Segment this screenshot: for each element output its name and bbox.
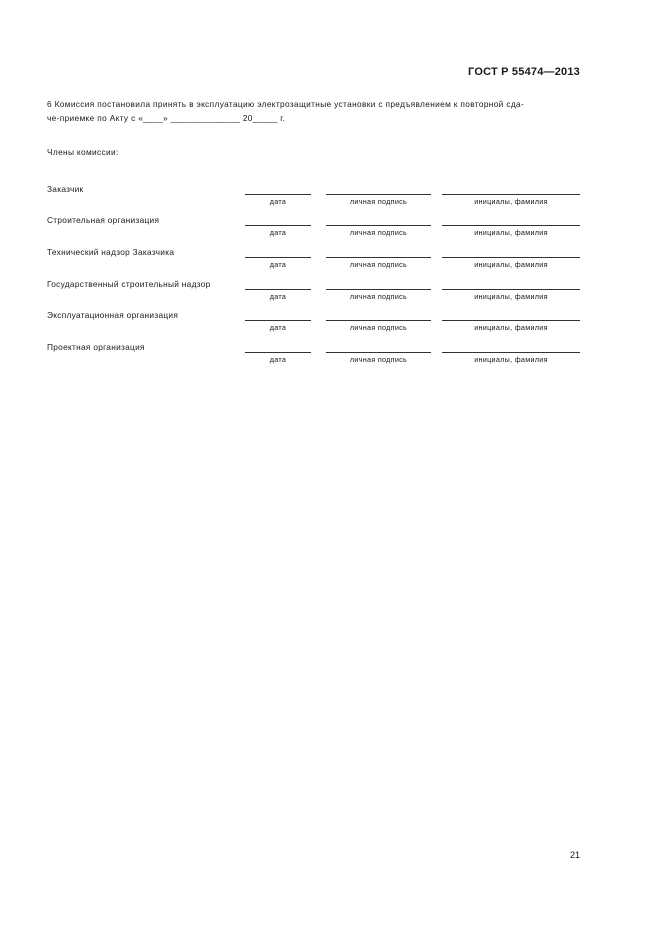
date-caption: дата [269,197,287,206]
signature-row-technical-supervision [0,247,661,271]
signature-org-label: Проектная организация [47,342,145,352]
signature-line [326,320,431,321]
name-line [442,352,580,353]
name-line [442,225,580,226]
date-caption: дата [269,355,287,364]
date-caption: дата [269,323,287,332]
signature-org-label: Эксплуатационная организация [47,310,179,320]
signature-line [326,289,431,290]
signature-caption: личная подпись [349,292,408,301]
signature-org-label: Заказчик [47,184,84,194]
signature-org-label: Государственный строительный надзор [47,279,211,289]
name-caption: инициалы, фамилия [474,260,548,269]
date-caption: дата [269,292,287,301]
clause-line-1: 6 Комиссия постановила принять в эксплуатацию электрозащитные установки с предъявлением к повторной сда- [47,99,525,109]
signature-caption: личная подпись [349,197,408,206]
date-line [245,289,311,290]
signature-row-customer [0,184,661,208]
signature-line [326,257,431,258]
date-caption: дата [269,228,287,237]
name-caption: инициалы, фамилия [474,197,548,206]
date-line [245,352,311,353]
signature-org-label: Технический надзор Заказчика [47,247,175,257]
name-line [442,194,580,195]
signature-row-state-supervision [0,279,661,303]
clause-line-2: че-приемке по Акту с «____» ______________ 20_____ г. [47,113,286,123]
signature-row-construction [0,215,661,239]
signature-line [326,194,431,195]
signature-caption: личная подпись [349,260,408,269]
name-caption: инициалы, фамилия [474,228,548,237]
name-line [442,257,580,258]
signature-line [326,352,431,353]
signature-org-label: Строительная организация [47,215,160,225]
date-line [245,194,311,195]
date-line [245,257,311,258]
clause-paragraph [47,97,582,125]
signature-line [326,225,431,226]
date-caption: дата [269,260,287,269]
commission-members-label: Члены комиссии: [47,147,119,157]
document-code: ГОСТ Р 55474—2013 [468,66,580,78]
name-caption: инициалы, фамилия [474,292,548,301]
name-line [442,320,580,321]
page-number: 21 [569,850,580,860]
signature-row-operating [0,310,661,334]
signature-caption: личная подпись [349,228,408,237]
signature-caption: личная подпись [349,323,408,332]
date-line [245,225,311,226]
date-line [245,320,311,321]
signature-caption: личная подпись [349,355,408,364]
name-caption: инициалы, фамилия [474,355,548,364]
name-caption: инициалы, фамилия [474,323,548,332]
signature-row-design [0,342,661,366]
name-line [442,289,580,290]
